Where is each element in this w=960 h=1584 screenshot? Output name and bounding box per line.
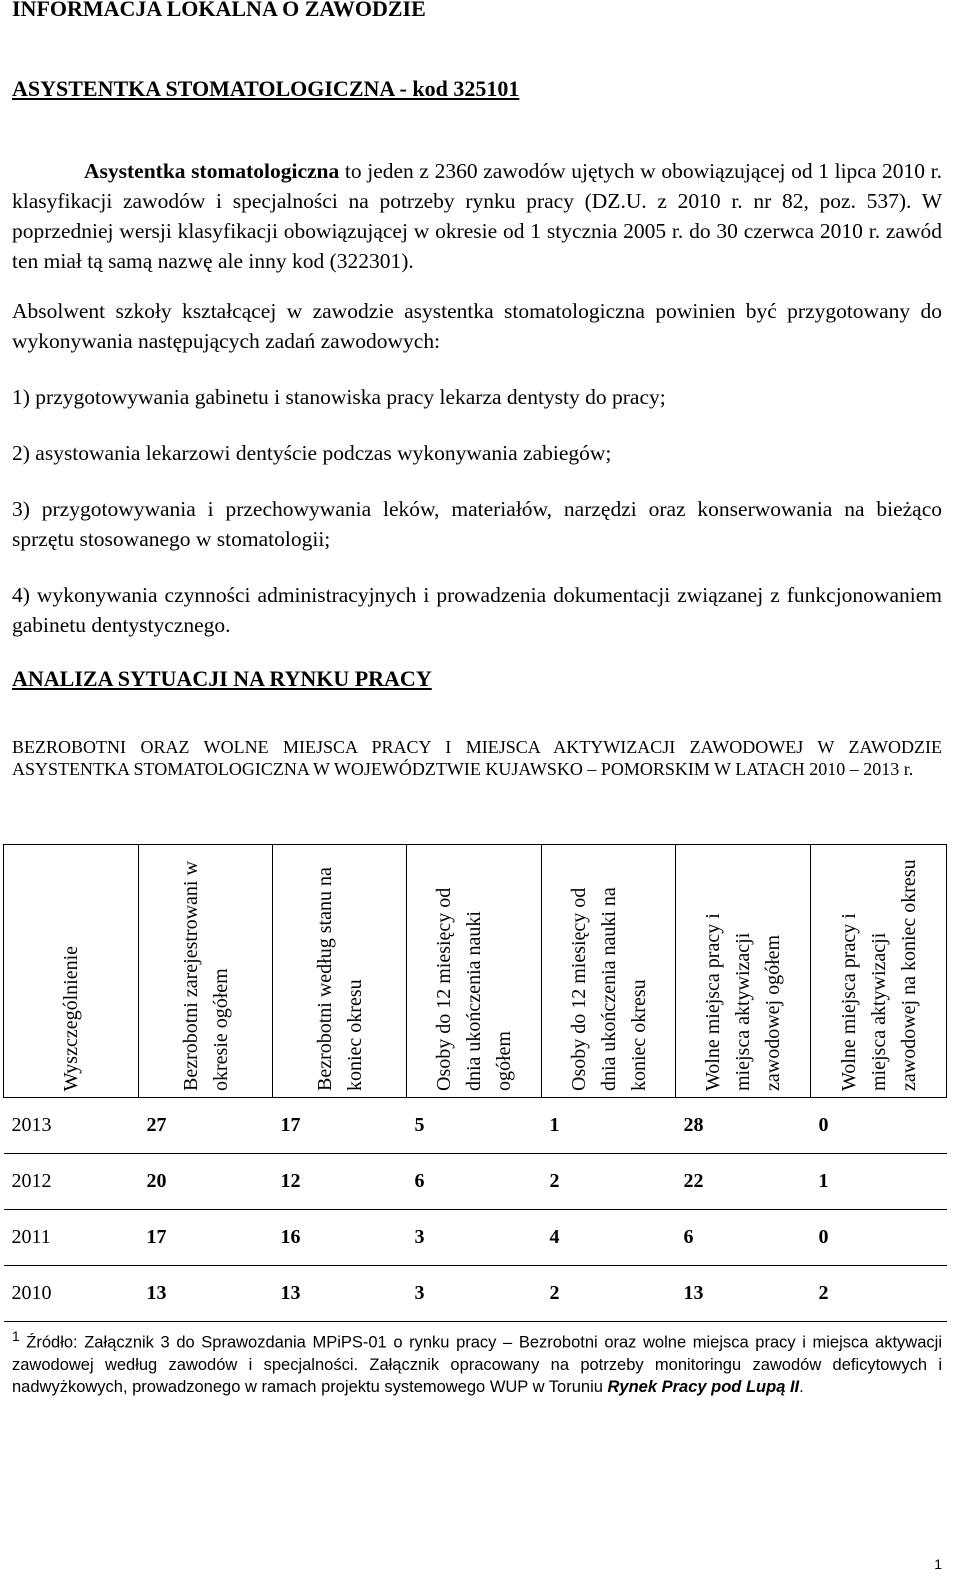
- value-cell: 13: [676, 1266, 811, 1322]
- footnote-project-name: Rynek Pracy pod Lupą II: [607, 1377, 800, 1396]
- tasks-lead: Absolwent szkoły kształcącej w zawodzie asystentka stomatologiczna powinien być przygotowany do wykonywania następujących zadań zawodowych:: [12, 299, 942, 353]
- year-cell: 2012: [4, 1154, 139, 1210]
- header-label: Wolne miejsca pracy i miejsca aktywizacji zawodowej ogółem: [702, 913, 784, 1091]
- header-label: Bezrobotni zarejestrowani w okresie ogółem: [179, 861, 232, 1091]
- value-cell: 13: [273, 1266, 407, 1322]
- header-cell: [4, 845, 139, 1098]
- value-cell: 0: [811, 1098, 947, 1154]
- task-item-2: 2) asystowania lekarzowi dentyście podczas wykonywania zabiegów;: [12, 441, 612, 465]
- table-row: [4, 1098, 947, 1154]
- footnote-text: Źródło: Załącznik 3 do Sprawozdania MPiPS-01 o rynku pracy – Bezrobotni oraz wolne miejsca pracy i miejsca aktywacji zawodowej według zawodów i specjalności. Załącznik opracowany na potrzeby monitoringu zawodów deficytowych i nadwyżkowych, prowadzonego w ramach projektu systemowego WUP w Toruniu: [12, 1333, 942, 1396]
- table-row: [4, 1154, 947, 1210]
- value-cell: 3: [407, 1210, 542, 1266]
- value-cell: 1: [542, 1098, 676, 1154]
- statistics-table: [3, 844, 947, 1322]
- value-cell: 0: [811, 1210, 947, 1266]
- value-cell: 20: [139, 1154, 273, 1210]
- header-label: Osoby do 12 miesięcy od dnia ukończenia nauki ogółem: [433, 887, 515, 1091]
- header-cell: [139, 845, 273, 1098]
- table-row: [4, 1210, 947, 1266]
- table-row: [4, 1266, 947, 1322]
- value-cell: 13: [139, 1266, 273, 1322]
- header-label: Bezrobotni według stanu na koniec okresu: [313, 867, 366, 1091]
- table-header-row: [4, 845, 947, 1098]
- header-cell: [407, 845, 542, 1098]
- document-title: INFORMACJA LOKALNA O ZAWODZIE: [12, 0, 426, 21]
- task-item-3: 3) przygotowywania i przechowywania leków, materiałów, narzędzi oraz konserwowania na bieżąco sprzętu stosowanego w stomatologii;: [12, 497, 942, 551]
- header-cell: [676, 845, 811, 1098]
- task-item-1: 1) przygotowywania gabinetu i stanowiska pracy lekarza dentysty do pracy;: [12, 385, 666, 409]
- value-cell: 1: [811, 1154, 947, 1210]
- page-number: 1: [934, 1556, 942, 1572]
- value-cell: 3: [407, 1266, 542, 1322]
- header-cell: [273, 845, 407, 1098]
- year-cell: 2010: [4, 1266, 139, 1322]
- intro-paragraph: [12, 156, 942, 276]
- value-cell: 6: [676, 1210, 811, 1266]
- value-cell: 2: [542, 1154, 676, 1210]
- header-cell: [542, 845, 676, 1098]
- value-cell: 12: [273, 1154, 407, 1210]
- occupation-title: ASYSTENTKA STOMATOLOGICZNA - kod 325101: [12, 76, 520, 101]
- value-cell: 2: [542, 1266, 676, 1322]
- value-cell: 17: [273, 1098, 407, 1154]
- value-cell: 16: [273, 1210, 407, 1266]
- header-label: Wyszczególnienie: [60, 945, 82, 1091]
- value-cell: 6: [407, 1154, 542, 1210]
- value-cell: 22: [676, 1154, 811, 1210]
- header-cell: [811, 845, 947, 1098]
- value-cell: 4: [542, 1210, 676, 1266]
- intro-bold-lead: Asystentka stomatologiczna: [84, 159, 340, 183]
- analysis-title: ANALIZA SYTUACJI NA RYNKU PRACY: [12, 666, 432, 691]
- value-cell: 17: [139, 1210, 273, 1266]
- value-cell: 5: [407, 1098, 542, 1154]
- intro-text: to jeden z 2360 zawodów ujętych w obowiązującej od 1 lipca 2010 r. klasyfikacji zawodów i specjalności na potrzeby rynku pracy (DZ.U. z 2010 r. nr 82, poz. 537). W poprzedniej wersji klasyfikacji obowiązującej w okresie od 1 stycznia 2005 r. do 30 czerwca 2010 r. zawód ten miał tą samą nazwę ale inny kod (322301).: [12, 159, 942, 273]
- value-cell: 27: [139, 1098, 273, 1154]
- year-cell: 2013: [4, 1098, 139, 1154]
- table-caption: BEZROBOTNI ORAZ WOLNE MIEJSCA PRACY I MIEJSCA AKTYWIZACJI ZAWODOWEJ W ZAWODZIE ASYSTENTKA STOMATOLOGICZNA W WOJEWÓDZTWIE KUJAWSKO – POMORSKIM W LATACH 2010 – 2013 r.: [12, 737, 942, 779]
- header-label: Wolne miejsca pracy i miejsca aktywizacji zawodowej na koniec okresu: [837, 859, 920, 1091]
- year-cell: 2011: [4, 1210, 139, 1266]
- footnote: [12, 1326, 942, 1398]
- footnote-end: .: [799, 1377, 804, 1396]
- value-cell: 28: [676, 1098, 811, 1154]
- header-label: Osoby do 12 miesięcy od dnia ukończenia nauki na koniec okresu: [567, 887, 650, 1091]
- footnote-marker: 1: [12, 1329, 20, 1344]
- value-cell: 2: [811, 1266, 947, 1322]
- task-item-4: 4) wykonywania czynności administracyjnych i prowadzenia dokumentacji związanej z funkcjonowaniem gabinetu dentystycznego.: [12, 583, 942, 637]
